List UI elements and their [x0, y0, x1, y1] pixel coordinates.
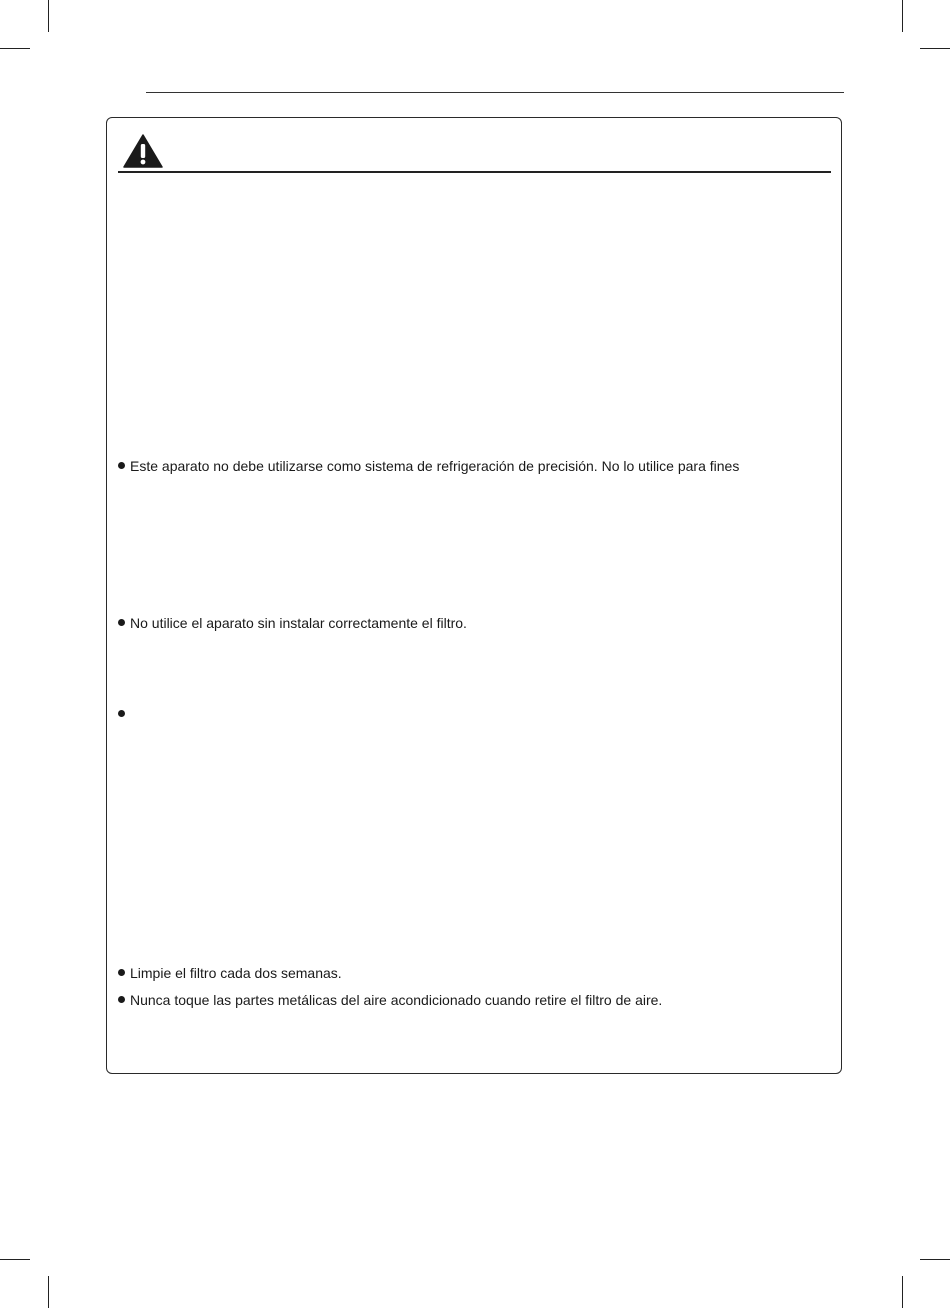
crop-mark: [920, 48, 950, 49]
bullet-dot: [118, 996, 125, 1003]
bullet-text: Limpie el filtro cada dos semanas.: [130, 965, 342, 981]
bullet-precision: [118, 457, 739, 475]
bullet-filter-install: [118, 614, 467, 632]
bullet-dot: [118, 619, 125, 626]
crop-mark: [0, 48, 30, 49]
warning-triangle-icon: [123, 134, 163, 168]
crop-mark: [902, 0, 903, 32]
bullet-dot: [118, 462, 125, 469]
warning-header-rule: [118, 171, 831, 173]
bullet-dot: [118, 710, 125, 717]
warning-box: [106, 117, 842, 1074]
bullet-metal-parts: [118, 991, 662, 1009]
bullet-dot: [118, 969, 125, 976]
bullet-text: No utilice el aparato sin instalar correctamente el filtro.: [130, 615, 467, 631]
bullet-empty: [118, 705, 130, 723]
crop-mark: [48, 0, 49, 32]
crop-mark: [902, 1276, 903, 1308]
header-rule: [146, 92, 844, 93]
crop-mark: [0, 1259, 30, 1260]
bullet-clean-filter: [118, 964, 342, 982]
crop-mark: [48, 1276, 49, 1308]
crop-mark: [920, 1259, 950, 1260]
bullet-text: Este aparato no debe utilizarse como sistema de refrigeración de precisión. No lo utilice para fines: [130, 458, 740, 474]
bullet-text: Nunca toque las partes metálicas del aire acondicionado cuando retire el filtro de aire.: [130, 992, 663, 1008]
